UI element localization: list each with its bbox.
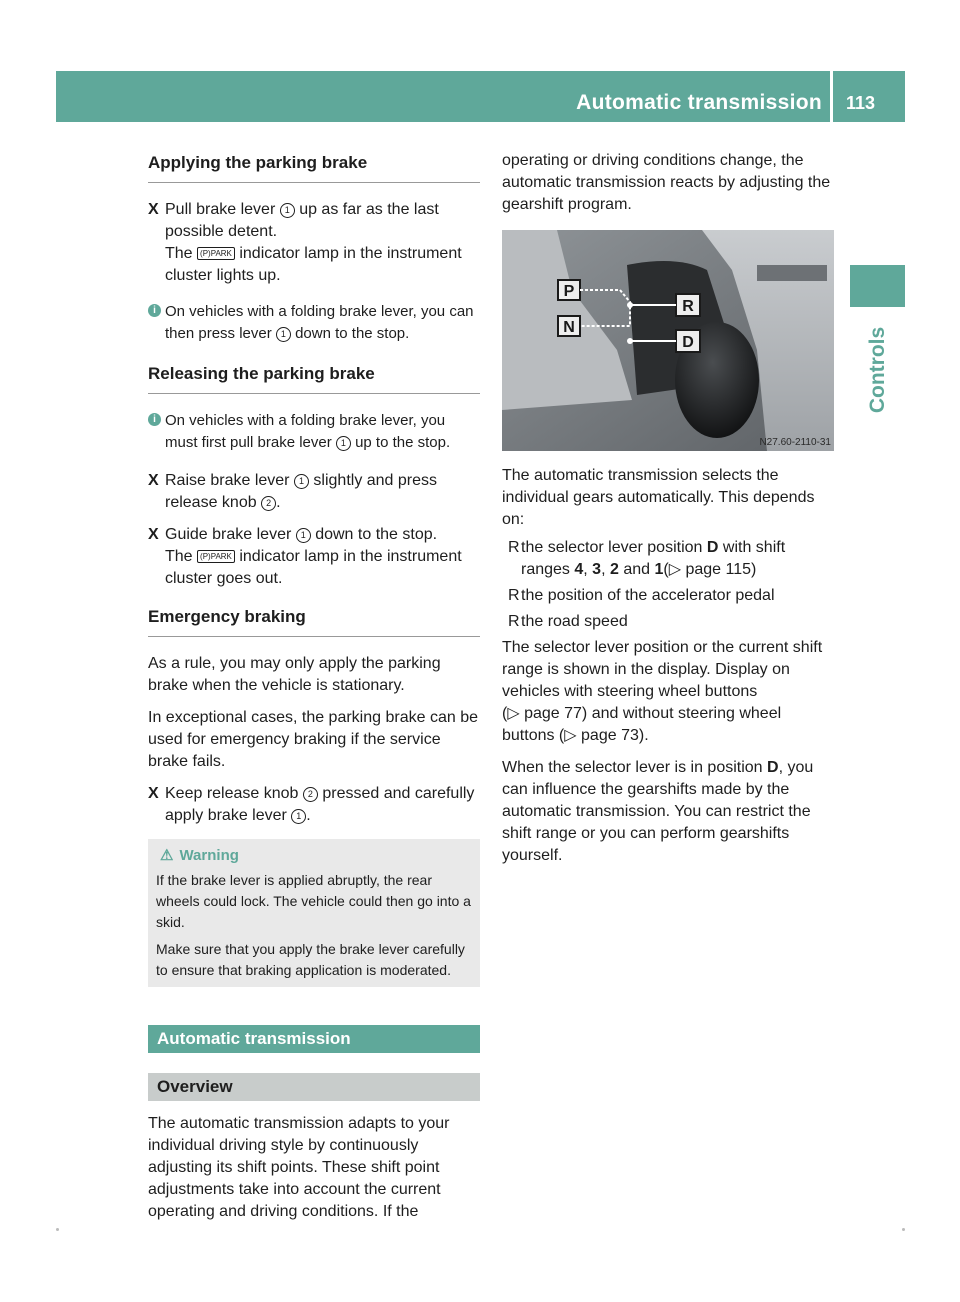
shift-node	[627, 302, 633, 308]
arrow-icon: ▷	[507, 705, 520, 722]
text: The selector lever position or the current shift range is shown in the display. Display on vehicles with steering wheel buttons	[502, 639, 823, 700]
text: indicator lamp in the instrument cluster goes out.	[165, 548, 462, 587]
side-tab-marker	[850, 265, 905, 307]
paragraph: The automatic transmission selects the individual gears automatically. This depends on:	[502, 467, 815, 528]
text: Raise brake lever	[165, 472, 290, 489]
step-icon: X	[148, 526, 159, 543]
text: and	[623, 561, 651, 578]
list-item: R the selector lever position D with shift ranges 4, 3, 2 and 1(▷ page 115)	[508, 539, 786, 578]
label-r: R	[682, 298, 694, 315]
paragraph: In exceptional cases, the parking brake can be used for emergency braking if the service brake fails.	[148, 709, 478, 770]
text: D	[706, 539, 719, 556]
arrow-icon: ▷	[668, 561, 682, 578]
vent-slot	[757, 265, 827, 281]
text: up as far as the last possible detent.	[165, 201, 439, 240]
park-indicator-icon: (P)PARK	[197, 550, 235, 563]
info-note	[148, 410, 480, 454]
page-reference[interactable]: page 73).	[581, 727, 649, 744]
image-code: N27.60-2110-31	[759, 437, 831, 448]
list-item	[508, 611, 834, 633]
callout-1-icon: 1	[280, 203, 295, 218]
right-column	[502, 150, 834, 877]
callout-2-icon: 2	[261, 496, 276, 511]
label-d: D	[682, 334, 694, 351]
text: , you can influence the gearshifts made by the automatic transmission. You can restrict the shift range or you can perform gearshifts yourself.	[502, 759, 814, 864]
header-title: Automatic transmission	[576, 91, 822, 114]
paragraph	[502, 757, 834, 867]
list-item	[508, 585, 834, 607]
text: Pull brake lever	[165, 201, 276, 218]
page-reference[interactable]: page 77) and without steering wheel buttons (	[502, 705, 782, 744]
info-icon: i	[148, 304, 161, 317]
shift-node	[627, 338, 633, 344]
warning-text: If the brake lever is applied abruptly, the rear wheels could lock. The vehicle could then go into a skid.	[156, 872, 471, 930]
paragraph: The selector lever position or the current shift range is shown in the display. Display on vehicles with steering wheel buttons (▷ page 77) and without steering wheel buttons (▷ page 73).	[502, 639, 823, 744]
arrow-icon: ▷	[564, 727, 577, 744]
step-item	[148, 199, 480, 287]
callout-1-icon: 1	[276, 327, 291, 342]
text: D	[767, 759, 779, 776]
heading-releasing-parking-brake: Releasing the parking brake	[148, 361, 480, 394]
text: The	[165, 245, 193, 262]
heading-applying-parking-brake: Applying the parking brake	[148, 150, 480, 183]
text: indicator lamp in the instrument cluster lights up.	[165, 245, 462, 284]
footer-dot-right	[902, 1228, 905, 1231]
warning-text: Make sure that you apply the brake lever carefully to ensure that braking application is moderated.	[156, 941, 465, 978]
warning-title: Warning	[179, 847, 239, 864]
step-icon: X	[148, 785, 159, 802]
text: Keep release knob	[165, 785, 299, 802]
warning-heading	[156, 845, 472, 866]
label-p: P	[563, 283, 575, 300]
text: On vehicles with a folding brake lever, you can then press lever	[165, 303, 474, 342]
step-item: X Raise brake lever 1 slightly and press release knob 2 .	[148, 472, 438, 511]
text: slightly and press release knob	[165, 472, 438, 511]
callout-2-icon: 2	[303, 787, 318, 802]
text: 2	[609, 561, 619, 578]
text: down to the stop.	[295, 325, 410, 342]
subsection-heading-overview: Overview	[148, 1073, 480, 1101]
footer-dot-left	[56, 1228, 59, 1231]
page-number: 113	[846, 93, 876, 113]
step-icon: X	[148, 472, 159, 489]
callout-1-icon: 1	[336, 436, 351, 451]
page-reference[interactable]: page 115)	[685, 561, 757, 578]
selector-lever-photo	[502, 230, 834, 451]
paragraph: The automatic transmission adapts to your individual driving style by continuously adjusting its shift points. These shift point adjustments take into account the current operating and driving conditions. If the	[148, 1115, 450, 1220]
park-indicator-icon: (P)PARK	[197, 247, 235, 260]
side-tab	[850, 310, 905, 430]
header-separator	[830, 71, 833, 122]
text: pressed and carefully apply brake lever	[165, 785, 475, 824]
info-icon: i	[148, 413, 161, 426]
text: with shift ranges	[521, 539, 786, 578]
text: down to the stop.	[315, 526, 438, 543]
text: 3	[592, 561, 602, 578]
info-note	[148, 301, 480, 345]
step-item: X Keep release knob 2 pressed and carefully apply brake lever 1 .	[148, 785, 475, 824]
side-tab-label: Controls	[865, 326, 889, 414]
text: the road speed	[521, 613, 628, 630]
bullet-icon: R	[508, 613, 520, 630]
callout-1-icon: 1	[294, 474, 309, 489]
bullet-icon: R	[508, 539, 520, 556]
text: the selector lever position	[521, 539, 703, 556]
callout-1-icon: 1	[291, 809, 306, 824]
text: Guide brake lever	[165, 526, 292, 543]
section-heading-automatic-transmission: Automatic transmission	[148, 1025, 480, 1053]
text: 1	[654, 561, 664, 578]
left-column	[148, 150, 480, 1233]
selector-lever-illustration	[502, 230, 834, 451]
text: up to the stop.	[355, 434, 451, 451]
text: the position of the accelerator pedal	[521, 587, 775, 604]
warning-triangle-icon: ⚠	[160, 847, 174, 864]
warning-box	[148, 839, 480, 987]
paragraph: operating or driving conditions change, the automatic transmission reacts by adjusting the gearshift program.	[502, 152, 831, 213]
step-icon: X	[148, 201, 159, 218]
text: The	[165, 548, 193, 565]
text: On vehicles with a folding brake lever, you must first pull brake lever	[165, 412, 446, 451]
bullet-icon: R	[508, 587, 520, 604]
text: 4	[574, 561, 584, 578]
heading-emergency-braking: Emergency braking	[148, 604, 480, 637]
paragraph: As a rule, you may only apply the parking brake when the vehicle is stationary.	[148, 655, 441, 694]
label-n: N	[563, 319, 575, 336]
step-item	[148, 524, 480, 590]
text: When the selector lever is in position	[502, 759, 763, 776]
callout-1-icon: 1	[296, 528, 311, 543]
